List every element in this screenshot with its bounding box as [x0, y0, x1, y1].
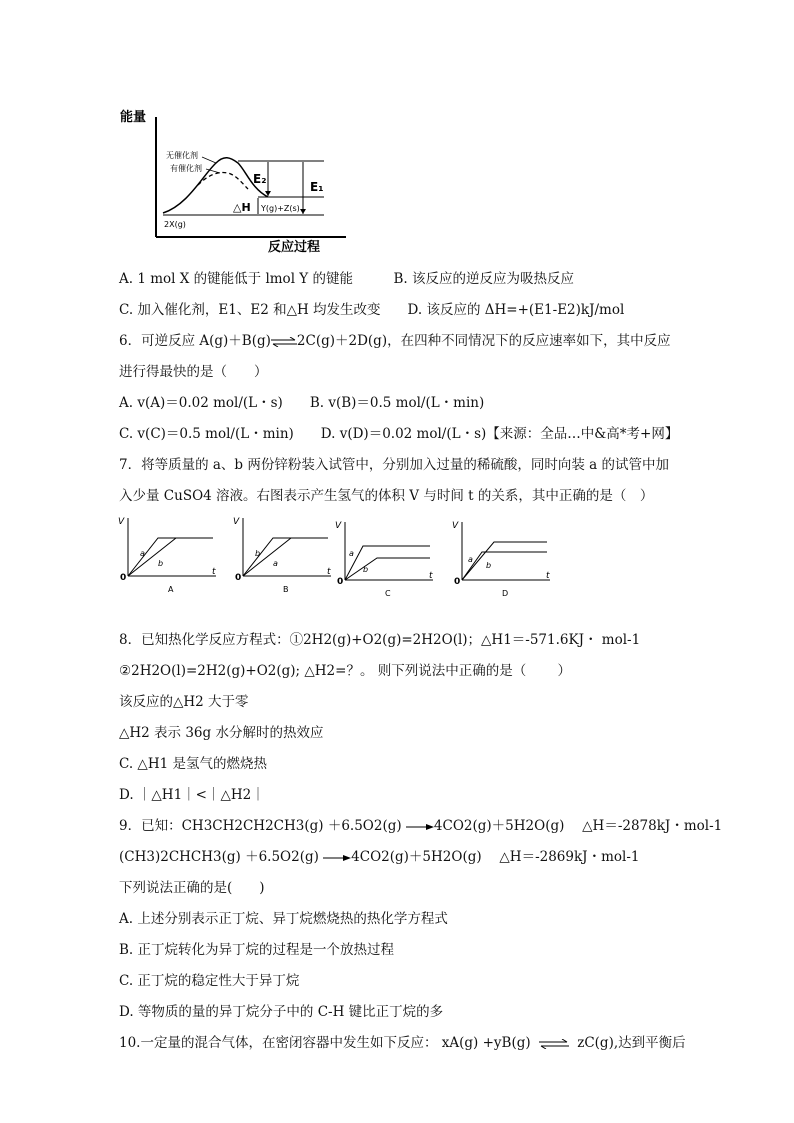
q6-stem-line2: 进行得最快的是（ ）	[119, 364, 268, 380]
legend-no-catalyst: 无催化剂	[166, 151, 198, 160]
y-axis-label: 能量	[120, 110, 147, 125]
svg-text:b: b	[363, 565, 369, 574]
svg-text:t: t	[327, 567, 331, 577]
svg-text:t: t	[546, 571, 550, 581]
svg-text:V: V	[233, 517, 240, 527]
q8-option-c: C. △H1 是氢气的燃烧热	[119, 756, 267, 772]
q8-option-b: △H2 表示 36g 水分解时的热效应	[119, 725, 324, 741]
q9-eq1	[119, 817, 722, 835]
svg-text:0: 0	[454, 577, 461, 587]
svg-text:b: b	[486, 561, 492, 570]
q9-eq1-lhs: 9．已知：CH3CH2CH2CH3(g) ＋6.5O2(g)	[119, 818, 406, 834]
svg-text:t: t	[212, 567, 216, 577]
svg-text:0: 0	[120, 573, 127, 583]
svg-text:a: a	[273, 559, 278, 568]
q8-option-a: 该反应的△H2 大于零	[119, 694, 249, 710]
q9-option-d: D. 等物质的量的异丁烷分子中的 C-H 键比正丁烷的多	[119, 1004, 444, 1020]
q7-graph-d	[452, 518, 552, 598]
energy-diagram	[118, 105, 348, 255]
dh-label: △H	[233, 201, 251, 214]
x-axis-label: 反应过程	[268, 240, 321, 255]
q6-stem	[119, 332, 671, 350]
graph-label: B	[283, 585, 289, 594]
q6-stem-part2: 2C(g)＋2D(g)，在四种不同情况下的反应速率如下，其中反应	[296, 333, 671, 349]
svg-text:b: b	[255, 549, 261, 558]
reaction-arrow-icon	[406, 822, 434, 832]
legend-with-catalyst: 有催化剂	[170, 164, 202, 173]
svg-text:a: a	[140, 549, 145, 558]
q8-option-d: D. ｜△H1｜<｜△H2｜	[119, 787, 265, 803]
svg-text:V: V	[452, 521, 459, 531]
q7-stem-line2: 入少量 CuSO4 溶液。右图表示产生氢气的体积 V 与时间 t 的关系，其中正确的是（ ）	[119, 488, 654, 504]
svg-text:a: a	[349, 549, 354, 558]
q8-stem-line1: 8．已知热化学反应方程式：①2H2(g)+O2(g)=2H2O(l)；△H1＝-571.6KJ・ mol-1	[119, 632, 641, 648]
svg-text:b: b	[158, 559, 164, 568]
q6-options-ab: A. v(A)＝0.02 mol/(L・s) B. v(B)＝0.5 mol/(L・min)	[119, 395, 485, 411]
svg-text:V: V	[118, 517, 125, 527]
q7-graph-a	[118, 514, 218, 594]
q10-stem-part1: 10.一定量的混合气体，在密闭容器中发生如下反应： xA(g) +yB(g)	[119, 1035, 531, 1051]
svg-text:0: 0	[337, 577, 344, 587]
q10-stem	[119, 1034, 686, 1052]
q6-options-cd: C. v(C)＝0.5 mol/(L・min) D. v(D)＝0.02 mol/(L・s)【来源：全品…中&高*考+网】	[119, 426, 679, 442]
q8-stem-line2: ②2H2O(l)=2H2(g)+O2(g); △H2=？。 则下列说法中正确的是（ ）	[119, 663, 572, 679]
svg-text:a: a	[468, 555, 473, 564]
svg-text:V: V	[335, 521, 342, 531]
equilibrium-arrow-icon	[271, 337, 297, 347]
graph-label: C	[385, 589, 391, 598]
q9-eq2	[119, 848, 639, 866]
q10-stem-part2: zC(g),达到平衡后	[577, 1035, 686, 1051]
e2-label: E₂	[253, 172, 267, 186]
reactant-label: 2X(g)	[164, 220, 186, 229]
e1-label: E₁	[310, 180, 324, 194]
q7-stem-line1: 7．将等质量的 a、b 两份锌粉装入试管中，分别加入过量的稀硫酸，同时向装 a 的试管中加	[119, 457, 669, 473]
graph-label: D	[502, 589, 509, 598]
svg-text:0: 0	[235, 573, 242, 583]
q9-eq1-rhs: 4CO2(g)＋5H2O(g) △H＝-2878kJ・mol-1	[433, 818, 723, 834]
q5-options-ab: A. 1 mol X 的键能低于 lmol Y 的键能 B. 该反应的逆反应为吸热反应	[119, 271, 575, 287]
q9-option-a: A. 上述分别表示正丁烷、异丁烷燃烧热的热化学方程式	[119, 911, 448, 927]
product-label: Y(g)+Z(s)	[261, 204, 300, 213]
q7-graph-b	[233, 514, 333, 594]
q9-option-c: C. 正丁烷的稳定性大于异丁烷	[119, 973, 300, 989]
q5-options-cd: C. 加入催化剂，E1、E2 和△H 均发生改变 D. 该反应的 ΔH=+(E1-E2)kJ/mol	[119, 302, 625, 318]
q9-prompt: 下列说法正确的是( )	[119, 880, 265, 896]
svg-text:t: t	[429, 571, 433, 581]
q9-eq2-lhs: (CH3)2CHCH3(g) ＋6.5O2(g)	[119, 849, 324, 865]
q9-option-b: B. 正丁烷转化为异丁烷的过程是一个放热过程	[119, 942, 395, 958]
q6-stem-part1: 6．可逆反应 A(g)＋B(g)	[119, 333, 271, 349]
q9-eq2-rhs: 4CO2(g)＋5H2O(g) △H＝-2869kJ・mol-1	[351, 849, 640, 865]
graph-label: A	[168, 585, 174, 594]
equilibrium-arrow-icon	[539, 1039, 569, 1049]
q7-graph-c	[335, 518, 435, 598]
reaction-arrow-icon	[323, 853, 351, 863]
